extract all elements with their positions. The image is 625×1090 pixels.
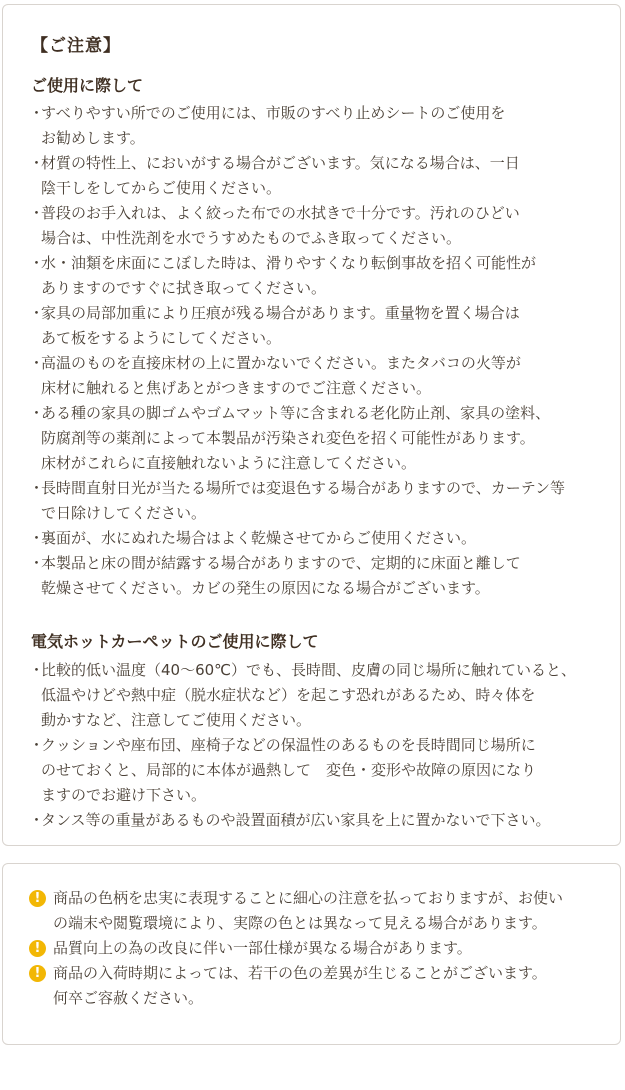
list-item-text: 防腐剤等の薬剤によって本製品が汚染され変色を招く可能性があります。 [41, 429, 535, 447]
list-item [27, 808, 576, 833]
bullet-mark: ・ [29, 529, 45, 547]
notice-panel [2, 863, 621, 1045]
list-item-text: 動かすなど、注意してご使用ください。 [41, 711, 312, 729]
list-item [27, 551, 565, 601]
list-item-text: 裏面が、水にぬれた場合はよく乾燥させてからご使用ください。 [41, 529, 477, 547]
list-item-text: 本製品と床の間が結露する場合がありますので、定期的に床面と離して [41, 554, 521, 572]
list-item [27, 733, 576, 808]
bullet-mark: ・ [29, 354, 45, 372]
list-item-text: 床材がこれらに直接触れないように注意してください。 [41, 454, 417, 472]
list-item-text: クッションや座布団、座椅子などの保温性のあるものを長時間同じ場所に [41, 736, 536, 754]
list-item-text: 比較的低い温度（40～60℃）でも、長時間、皮膚の同じ場所に触れていると、 [41, 661, 577, 679]
warning-icon: ! [29, 965, 46, 982]
list-item-text: 長時間直射日光が当たる場所では変退色する場合がありますので、カーテン等 [41, 479, 565, 497]
list-item-text: 水・油類を床面にこぼした時は、滑りやすくなり転倒事故を招く可能性が [41, 254, 537, 272]
bullet-mark: ・ [29, 204, 45, 222]
list-item-text: ある種の家具の脚ゴムやゴムマット等に含まれる老化防止剤、家具の塗料、 [41, 404, 551, 422]
list-item [27, 251, 565, 301]
list-item-text: 場合は、中性洗剤を水でうすめたものでふき取ってください。 [41, 229, 462, 247]
hot-carpet-caution-list [27, 658, 576, 833]
list-item [27, 301, 565, 351]
bullet-mark: ・ [29, 154, 45, 172]
list-item-text: ますのでお避け下さい。 [41, 786, 207, 804]
list-item [27, 101, 565, 151]
bullet-mark: ・ [29, 479, 45, 497]
list-item-text: お勧めします。 [41, 129, 145, 147]
list-item [27, 201, 565, 251]
notice-item-text: 商品の入荷時期によっては、若干の色の差異が生じることがございます。 [53, 964, 547, 982]
list-item-text: 材質の特性上、においがする場合がございます。気になる場合は、一日 [41, 154, 520, 172]
list-item-text: 高温のものを直接床材の上に置かないでください。またタバコの火等が [41, 354, 521, 372]
list-item-text: あて板をするようにしてください。 [41, 329, 282, 347]
list-item [27, 401, 565, 476]
bullet-mark: ・ [29, 404, 45, 422]
bullet-mark: ・ [29, 254, 45, 272]
notice-item-text: 品質向上の為の改良に伴い一部仕様が異なる場合があります。 [53, 939, 472, 957]
usage-caution-list [27, 101, 565, 601]
bullet-mark: ・ [29, 811, 45, 829]
list-item-text: タンス等の重量があるものや設置面積が広い家具を上に置かないで下さい。 [41, 811, 551, 829]
notice-item [29, 961, 563, 1011]
notice-item [29, 886, 563, 936]
bullet-mark: ・ [29, 104, 45, 122]
notice-item [29, 936, 563, 961]
list-item-text: のせておくと、局部的に本体が過熱して 変色・変形や故障の原因になり [41, 761, 537, 779]
notice-item-text: 何卒ご容赦ください。 [53, 989, 204, 1007]
list-item [27, 351, 565, 401]
list-item-text: 床材に触れると焦げあとがつきますのでご注意ください。 [41, 379, 432, 397]
list-item-text: 家具の局部加重により圧痕が残る場合があります。重量物を置く場合は [41, 304, 520, 322]
list-item-text: ありますのですぐに拭き取ってください。 [41, 279, 327, 297]
bullet-mark: ・ [29, 661, 45, 679]
list-item-text: 普段のお手入れは、よく絞った布での水拭きで十分です。汚れのひどい [41, 204, 520, 222]
warning-icon: ! [29, 940, 46, 957]
caution-title: 【ご注意】 [31, 36, 121, 56]
list-item [27, 476, 565, 526]
list-item-text: で日除けしてください。 [41, 504, 207, 522]
list-item [27, 151, 565, 201]
section-heading-usage: ご使用に際して [31, 76, 144, 95]
list-item-text: すべりやすい所でのご使用には、市販のすべり止めシートのご使用を [41, 104, 506, 122]
list-item-text: 低温やけどや熱中症（脱水症状など）を起こす恐れがあるため、時々体を [41, 686, 536, 704]
bullet-mark: ・ [29, 304, 45, 322]
warning-icon: ! [29, 890, 46, 907]
list-item-text: 乾燥させてください。カビの発生の原因になる場合がございます。 [41, 579, 490, 597]
bullet-mark: ・ [29, 736, 45, 754]
notice-item-text: の端末や閲覧環境により、実際の色とは異なって見える場合があります。 [53, 914, 547, 932]
caution-panel [2, 4, 621, 846]
section-heading-hot-carpet: 電気ホットカーペットのご使用に際して [31, 632, 319, 651]
notice-item-text: 商品の色柄を忠実に表現することに細心の注意を払っておりますが、お使い [53, 889, 564, 907]
list-item [27, 526, 565, 551]
list-item [27, 658, 576, 733]
list-item-text: 陰干しをしてからご使用ください。 [41, 179, 282, 197]
notice-list [29, 886, 563, 1011]
bullet-mark: ・ [29, 554, 45, 572]
